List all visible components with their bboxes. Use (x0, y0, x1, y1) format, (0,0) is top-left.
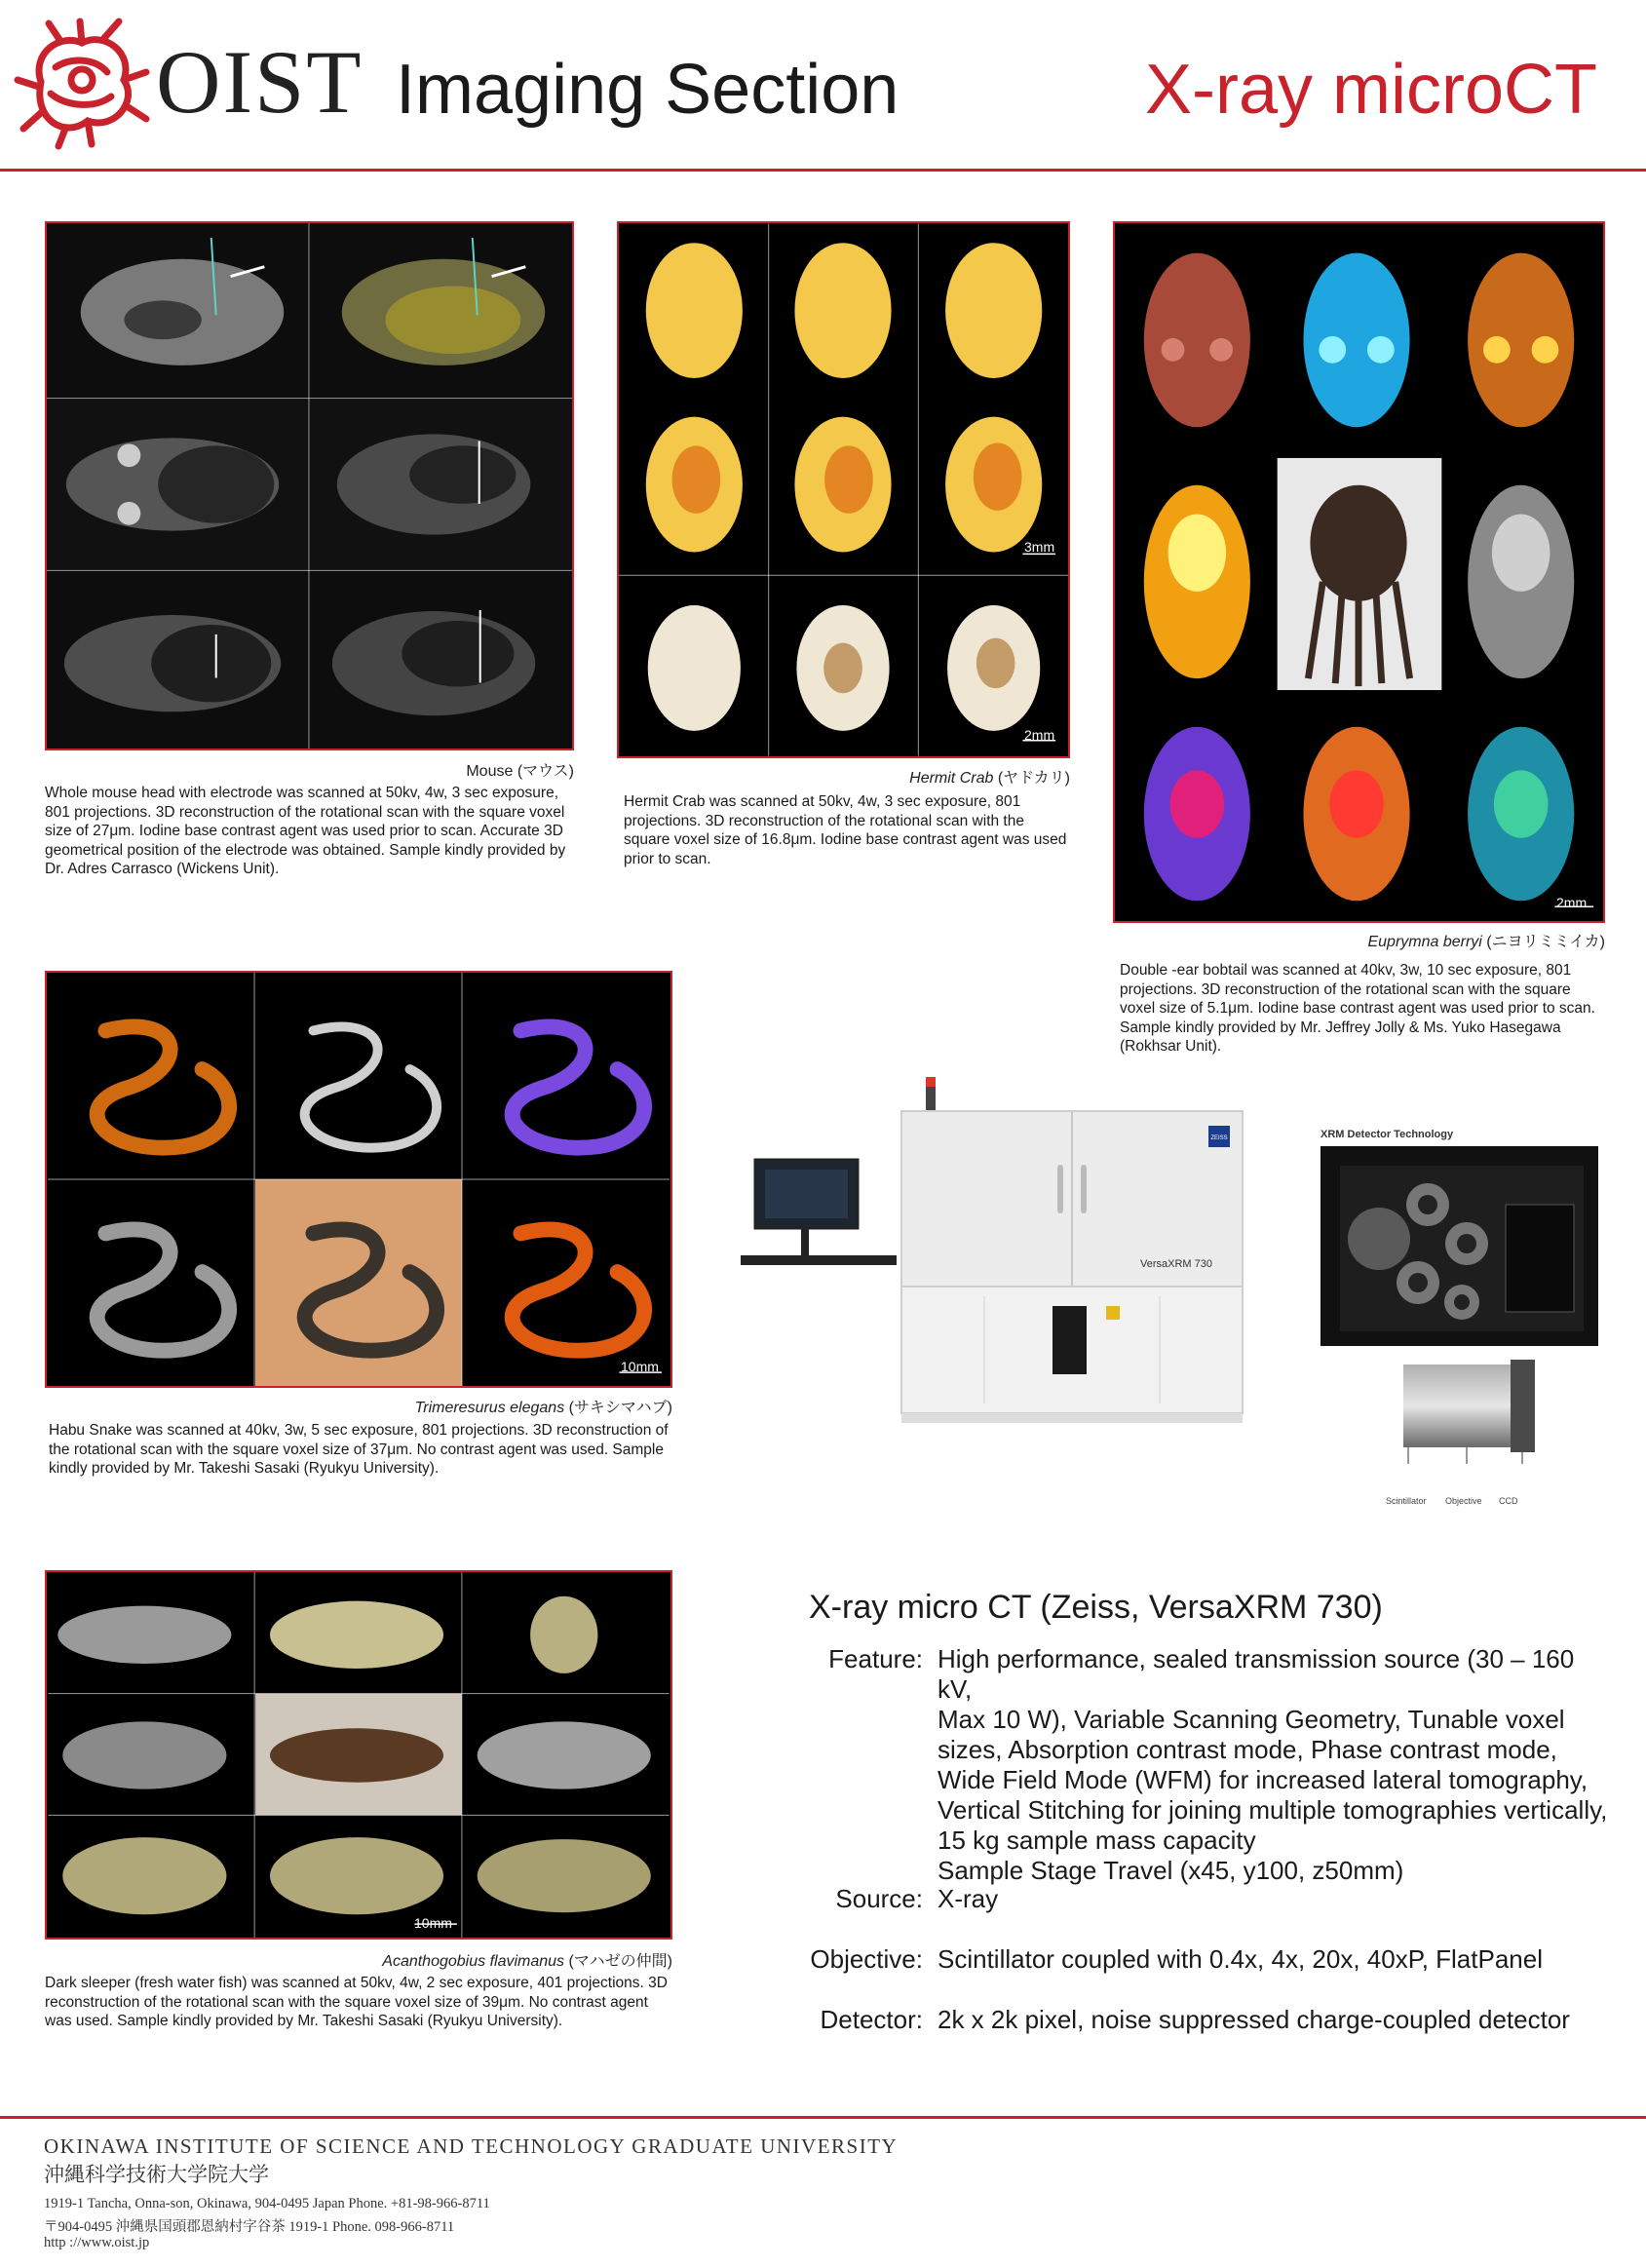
page-title: Imaging Section (396, 51, 900, 129)
fish-caption-body: Dark sleeper (fresh water fish) was scanned at 50kv, 4w, 2 sec exposure, 401 projections. 3D reconstruction of the rotational scan with the square voxel size of 39μm. No contrast agent was used. Sample kindly provided by Mr. Takeshi Sasaki (Ryukyu University). (45, 1975, 668, 2029)
spec-label: Source: (835, 1884, 923, 1913)
snake-image-panel (45, 971, 672, 1388)
spec-row-feature (799, 1644, 1608, 1885)
spec-value (938, 1644, 1610, 1886)
footer-divider (0, 2116, 1646, 2119)
mouse-caption-body: Whole mouse head with electrode was scanned at 50kv, 4w, 3 sec exposure, 801 projections. 3D reconstruction of the rotational scan with the square voxel size of 27μm. Iodine base contrast agent was used prior to scan. Accurate 3D geometrical position of the electrode was obtained. Sample kindly provided by Dr. Adres Carrasco (Wickens Unit). (45, 785, 566, 877)
bobtail-ct-grid (1115, 223, 1603, 921)
xrm-detector-figure (1316, 1121, 1608, 1511)
spec-line: Sample Stage Travel (x45, y100, z50mm) (938, 1856, 1404, 1885)
snake-ct-grid (47, 973, 670, 1386)
machine-model-label: VersaXRM 730 (1140, 1258, 1212, 1270)
hermit-crab-image-panel (617, 221, 1070, 758)
spec-line: High performance, sealed transmission source (30 – 160 kV, (938, 1644, 1575, 1704)
mouse-image-panel (45, 221, 574, 750)
spec-label: Feature: (828, 1644, 923, 1673)
specs-title: X-ray micro CT (Zeiss, VersaXRM 730) (809, 1589, 1383, 1626)
spec-line: 15 kg sample mass capacity (938, 1826, 1256, 1855)
footer-institute-en: OKINAWA INSTITUTE OF SCIENCE AND TECHNOLOGY GRADUATE UNIVERSITY (44, 2134, 899, 2158)
hermit-crab-scale-2: 2mm (1024, 727, 1055, 743)
hermit-crab-caption-title: Hermit Crab (ヤドカリ) (909, 770, 1070, 787)
hermit-crab-ct-grid (619, 223, 1068, 756)
hermit-crab-scale-1: 3mm (1024, 539, 1055, 555)
xrm-label-scintillator: Scintillator (1386, 1496, 1427, 1506)
spec-line: Vertical Stitching for joining multiple tomographies vertically, (938, 1795, 1608, 1825)
bobtail-scale: 2mm (1556, 895, 1588, 910)
bobtail-caption-body: Double -ear bobtail was scanned at 40kv, 3w, 10 sec exposure, 801 projections. 3D reconstruction of the rotational scan with the square voxel size of 5.1μm. Iodine base contrast agent was used prior to scan. Sample kindly provided by Mr. Jeffrey Jolly & Ms. Yuko Hasegawa (Rokhsar Unit). (1120, 962, 1595, 1055)
snake-scale: 10mm (621, 1359, 659, 1374)
fish-caption-title: Acanthogobius flavimanus (マハゼの仲間) (382, 1953, 672, 1970)
fish-image-panel (45, 1570, 672, 1940)
versaxrm-machine-illustration (731, 1072, 1257, 1462)
fish-scale: 10mm (414, 1915, 452, 1931)
xrm-label-ccd: CCD (1499, 1496, 1518, 1506)
xrm-detector-render (1321, 1146, 1598, 1346)
bobtail-caption-title: Euprymna berryi (ニヨリミミイカ) (1367, 934, 1605, 950)
xrm-detector-title: XRM Detector Technology (1321, 1129, 1454, 1140)
zeiss-badge-text: ZEISS (1210, 1135, 1228, 1141)
oist-wordmark: OIST (156, 32, 364, 132)
snake-caption-title: Trimeresurus elegans (サキシマハブ) (414, 1400, 672, 1416)
hermit-crab-caption-body: Hermit Crab was scanned at 50kv, 4w, 3 sec exposure, 801 projections. 3D reconstruction of the rotational scan with the square voxel size of 16.8μm. Iodine base contrast agent was used prior to scan. (624, 793, 1067, 867)
page-topic: X-ray microCT (1145, 51, 1597, 129)
fish-ct-grid (47, 1572, 670, 1938)
footer-address-en: 1919-1 Tancha, Onna-son, Okinawa, 904-0495 Japan Phone. +81-98-966-8711 (44, 2196, 490, 2211)
spec-line: sizes, Absorption contrast mode, Phase contrast mode, (938, 1735, 1557, 1764)
mouse-caption-title: Mouse (マウス) (466, 763, 574, 780)
spec-value: X-ray (938, 1884, 999, 1913)
spec-row-detector (799, 2005, 1608, 2035)
spec-value: 2k x 2k pixel, noise suppressed charge-coupled detector (938, 2005, 1570, 2034)
xrm-objective-diagram (1394, 1355, 1540, 1467)
footer-url[interactable]: http ://www.oist.jp (44, 2235, 150, 2250)
poster-header (0, 0, 1646, 172)
bobtail-squid-image-panel (1113, 221, 1605, 923)
footer-address-ja: 〒904-0495 沖縄県国頭郡恩納村字谷茶 1919-1 Phone. 098-966-8711 (44, 2219, 455, 2235)
spec-label: Objective: (810, 1944, 923, 1974)
spec-value: Scintillator coupled with 0.4x, 4x, 20x, 40xP, FlatPanel (938, 1944, 1543, 1974)
spec-row-objective (799, 1944, 1608, 1975)
xrm-label-objective: Objective (1445, 1496, 1482, 1506)
spec-line: Max 10 W), Variable Scanning Geometry, Tunable voxel (938, 1705, 1565, 1734)
footer-institute-ja: 沖縄科学技術大学院大学 (44, 2163, 269, 2186)
spec-line: Wide Field Mode (WFM) for increased lateral tomography, (938, 1765, 1589, 1794)
mouse-ct-grid (47, 223, 572, 749)
spec-row-source (799, 1884, 1608, 1914)
spec-label: Detector: (820, 2005, 923, 2034)
snake-caption-body: Habu Snake was scanned at 40kv, 3w, 5 sec exposure, 801 projections. 3D reconstruction of the rotational scan with the square voxel size of 37μm. No contrast agent was used. Sample kindly provided by Mr. Takeshi Sasaki (Ryukyu University). (49, 1422, 669, 1477)
oist-dragon-logo (12, 14, 153, 150)
